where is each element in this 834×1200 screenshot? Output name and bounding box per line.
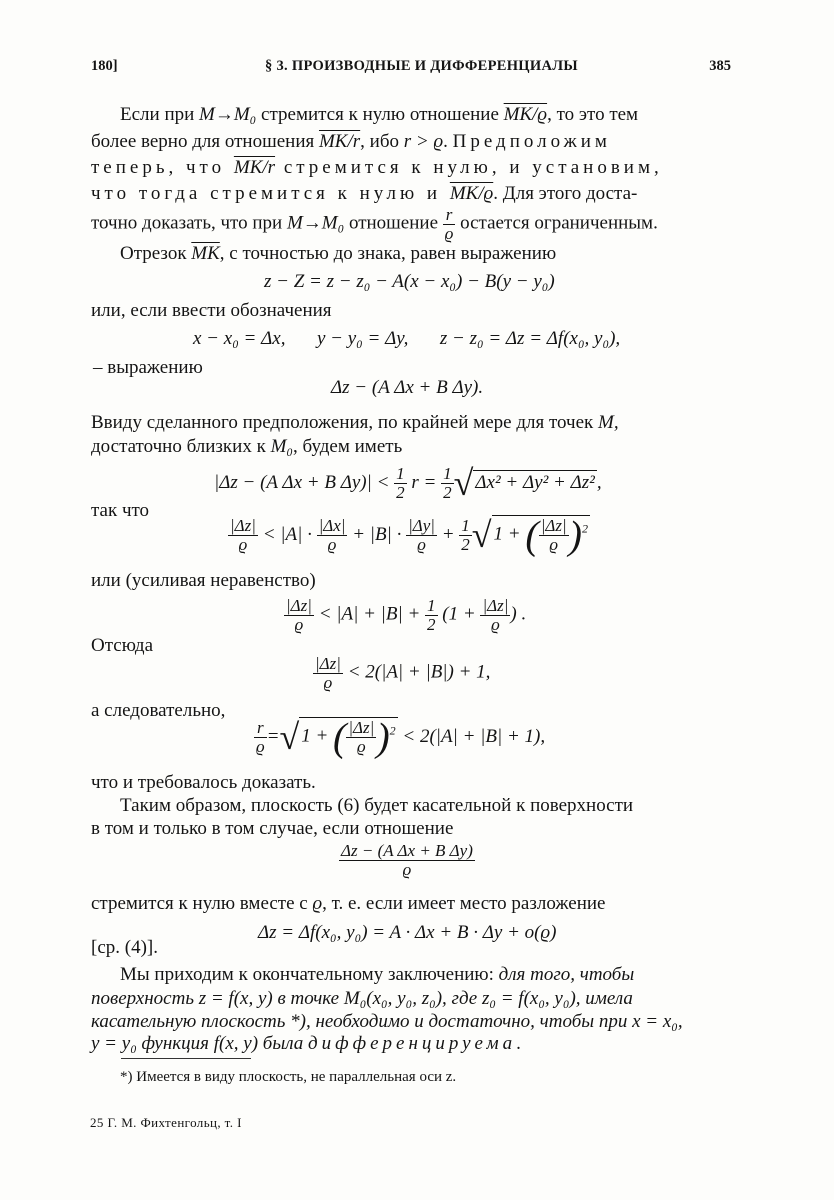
text-run: достаточно близких к bbox=[91, 436, 271, 457]
display-equation: Δz − (A Δx + B Δy). bbox=[331, 377, 484, 398]
text-line bbox=[91, 183, 739, 206]
math-inline: M→M₀ bbox=[199, 104, 257, 125]
math-inline: ϱ bbox=[312, 893, 323, 914]
text-line: что и требовалось доказать. bbox=[91, 772, 316, 793]
text-run: теперь, что bbox=[91, 157, 234, 178]
text-run: точно доказать, что при bbox=[91, 212, 287, 234]
text-line bbox=[91, 131, 739, 154]
text-run: стремится к нулю отношение bbox=[256, 104, 504, 125]
text-line: [ср. (4)]. bbox=[91, 937, 158, 958]
fraction-r-over-rho: $\frac{r}{ϱ}$ bbox=[444, 205, 454, 243]
text-run: . bbox=[516, 1033, 521, 1054]
text-line bbox=[91, 893, 739, 916]
text-run: Мы приходим к окончательному заключению: bbox=[120, 964, 499, 985]
text-line bbox=[120, 243, 768, 266]
display-equation: z − Z = z − z₀ − A(x − x₀) − B(y − y₀) bbox=[264, 271, 555, 292]
text-run: . Для этого доста- bbox=[493, 183, 638, 204]
emphasis-text: Предположим bbox=[452, 131, 611, 152]
math-inline: MK/ϱ bbox=[449, 183, 494, 204]
section-ref: 180] bbox=[91, 58, 118, 74]
text-line bbox=[91, 157, 739, 180]
text-line: поверхность z = f(x, y) в точке M₀(x₀, y₀, z₀), где z₀ = f(x₀, y₀), имела bbox=[91, 988, 633, 1009]
italic-text: y = y₀ функция f(x, y) была bbox=[91, 1033, 308, 1054]
text-line bbox=[91, 1033, 739, 1056]
math-inline: MK/r bbox=[318, 131, 361, 152]
text-run: отношение bbox=[344, 212, 443, 234]
emphasis-text: дифференцируема bbox=[307, 1033, 517, 1054]
text-run: остается ограниченным. bbox=[455, 212, 658, 234]
display-equation: $\frac{|\Delta z|}{ϱ}$ < |A| · $\frac{|\Delta x|}{ϱ}$ + |B| · $\frac{|\Delta y|}{ϱ}$ + $\frac{1}{2}$ √ 1 + ( $\frac{|\Delta z|}{ϱ}$ )$^2$ bbox=[230, 512, 588, 558]
text-run: , будем иметь bbox=[293, 436, 403, 457]
text-line: а следовательно, bbox=[91, 700, 226, 721]
text-run: более верно для отношения bbox=[91, 131, 319, 152]
text-run: , т. е. если имеет место разложение bbox=[322, 893, 606, 914]
math-inline: M→M₀ bbox=[286, 212, 345, 234]
text-line bbox=[120, 964, 768, 987]
text-line: Отсюда bbox=[91, 635, 154, 656]
text-run: Отрезок bbox=[120, 243, 192, 264]
display-equation: x − x₀ = Δx, y − y₀ = Δy, z − z₀ = Δz = Δf(x₀, y₀), bbox=[193, 328, 621, 349]
footnote: *) Имеется в виду плоскость, не параллельная оси z. bbox=[120, 1069, 457, 1085]
text-line: в том и только в том случае, если отношение bbox=[91, 818, 454, 839]
text-run: , с точностью до знака, равен выражению bbox=[219, 243, 557, 264]
display-equation: $\frac{r}{ϱ}$ =√ 1 + ( $\frac{|\Delta z|}{ϱ}$ )$^2$ < 2(|A| + |B| + 1), bbox=[256, 714, 546, 760]
text-line bbox=[120, 104, 768, 127]
math-inline: MK/r bbox=[233, 157, 276, 178]
text-run: стремится к нулю вместе с bbox=[91, 893, 313, 914]
math-inline: M, bbox=[598, 412, 619, 433]
text-line: так что bbox=[91, 500, 150, 521]
text-run: стремится к нулю, и установим, bbox=[275, 157, 663, 178]
display-equation: $\frac{\text{Δz − (A Δx + B Δy)}}{ϱ}$ bbox=[341, 841, 473, 879]
footnote-rule bbox=[121, 1058, 251, 1059]
display-equation: Δz = Δf(x₀, y₀) = A · Δx + B · Δy + o(ϱ) bbox=[258, 922, 557, 943]
text-line: Таким образом, плоскость (6) будет касательной к поверхности bbox=[120, 795, 634, 816]
text-line: касательную плоскость *), необходимо и достаточно, чтобы при x = x₀, bbox=[91, 1011, 683, 1032]
display-equation: $\frac{|\Delta z|}{ϱ}$ < |A| + |B| + $\frac{1}{2}$ (1 + $\frac{|\Delta z|}{ϱ}$ ) . bbox=[286, 596, 527, 634]
text-run: Если при bbox=[120, 104, 200, 125]
page-number: 385 bbox=[709, 58, 731, 74]
display-equation: |Δz − (A Δx + B Δy)| < $\frac{1}{2}$ r = $\frac{1}{2}$ √ Δx² + Δy² + Δz² , bbox=[214, 463, 602, 503]
text-line: или, если ввести обозначения bbox=[91, 300, 332, 321]
text-line: – выражению bbox=[93, 357, 203, 378]
math-inline: M₀ bbox=[270, 436, 294, 457]
text-run: , ибо bbox=[360, 131, 404, 152]
signature-line: 25 Г. М. Фихтенгольц, т. I bbox=[90, 1115, 242, 1130]
text-run: , то это тем bbox=[547, 104, 639, 125]
text-line bbox=[91, 206, 739, 243]
math-inline: r > ϱ bbox=[403, 131, 444, 152]
text-line: или (усиливая неравенство) bbox=[91, 570, 316, 591]
text-line bbox=[91, 436, 739, 459]
text-run: Ввиду сделанного предположения, по крайней мере для точек bbox=[91, 412, 598, 433]
text-line bbox=[91, 412, 739, 435]
math-inline: $\overline{MK}$ bbox=[191, 243, 220, 264]
italic-text: для того, чтобы bbox=[498, 964, 635, 985]
emphasis-text: что тогда стремится к нулю и bbox=[91, 183, 450, 204]
running-title: § 3. ПРОИЗВОДНЫЕ И ДИФФЕРЕНЦИАЛЫ bbox=[265, 58, 578, 74]
text-run: . bbox=[443, 131, 453, 152]
display-equation: $\frac{|\Delta z|}{ϱ}$ < 2(|A| + |B|) + 1, bbox=[315, 654, 491, 692]
math-inline: MK/ϱ bbox=[503, 104, 548, 125]
